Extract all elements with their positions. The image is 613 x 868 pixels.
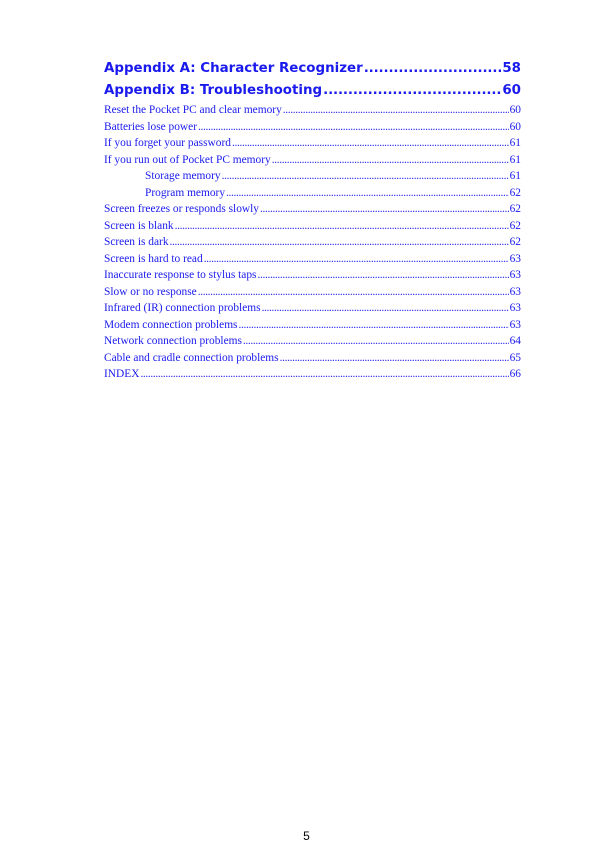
toc-item-label[interactable]: Screen freezes or responds slowly [104,203,259,215]
toc-item-network[interactable] [104,333,521,350]
toc-item-label[interactable]: Slow or no response [104,285,197,298]
toc-item-slow-response[interactable] [104,284,521,301]
toc-item-label[interactable]: Network connection problems [104,335,242,347]
toc-item-program-memory[interactable] [104,185,521,202]
toc-item-batteries[interactable] [104,119,521,136]
toc-page-number[interactable]: 65 [509,351,521,364]
toc-item-screen-blank[interactable] [104,218,521,235]
toc-item-label[interactable]: Modem connection problems [104,318,238,331]
dot-leader [272,152,509,169]
toc-page-number[interactable]: 62 [509,236,521,248]
toc-item-memory[interactable] [104,152,521,169]
toc-page-number[interactable]: 64 [509,335,521,347]
toc-item-index[interactable] [104,366,521,383]
dot-leader [239,317,509,334]
dot-leader [140,366,508,383]
toc-page-number[interactable]: 61 [509,153,521,166]
toc-item-label[interactable]: If you forget your password [104,137,231,149]
toc-item-label[interactable]: INDEX [104,368,140,380]
toc-page-number[interactable]: 63 [509,318,521,331]
dot-leader [323,80,501,102]
toc-item-screen-freezes[interactable] [104,201,521,218]
toc-page-number[interactable]: 60 [509,104,521,116]
toc-item-screen-dark[interactable] [104,234,521,251]
toc-item-label[interactable]: If you run out of Pocket PC memory [104,153,271,166]
toc-page-number[interactable]: 61 [509,137,521,149]
toc-heading-label[interactable]: Appendix B: Troubleshooting [104,83,323,98]
dot-leader [170,234,509,251]
toc-page-number[interactable]: 61 [509,170,521,182]
toc-item-label[interactable]: Infrared (IR) connection problems [104,302,261,314]
toc-page-number[interactable]: 63 [509,302,521,314]
toc-page-number[interactable]: 66 [509,368,521,380]
dot-leader [204,251,509,268]
toc-page-number[interactable]: 62 [509,203,521,215]
toc-heading-label[interactable]: Appendix A: Character Recognizer [104,61,363,76]
toc-item-password[interactable] [104,135,521,152]
dot-leader [262,300,509,317]
dot-leader [198,284,509,301]
dot-leader [175,218,509,235]
dot-leader [364,58,502,80]
toc-page-number[interactable]: 63 [509,285,521,298]
table-of-contents [104,58,521,383]
toc-item-cable-cradle[interactable] [104,350,521,367]
toc-item-storage-memory[interactable] [104,168,521,185]
toc-item-label[interactable]: Cable and cradle connection problems [104,351,279,364]
toc-heading-appendix-b[interactable] [104,80,521,102]
toc-page-number[interactable]: 63 [509,252,521,265]
page-number: 5 [303,829,310,843]
toc-page-number[interactable]: 58 [502,61,521,76]
toc-item-label[interactable]: Storage memory [145,170,221,182]
toc-item-label[interactable]: Inaccurate response to stylus taps [104,269,257,281]
toc-page-number[interactable]: 60 [509,120,521,133]
toc-page-number[interactable]: 62 [509,186,521,199]
toc-page-number[interactable]: 63 [509,269,521,281]
toc-item-label[interactable]: Screen is hard to read [104,252,203,265]
dot-leader [226,185,509,202]
toc-page-number[interactable]: 62 [509,219,521,232]
toc-page-number[interactable]: 60 [502,83,521,98]
toc-item-label[interactable]: Reset the Pocket PC and clear memory [104,104,282,116]
toc-item-reset[interactable] [104,102,521,119]
dot-leader [232,135,509,152]
toc-item-label[interactable]: Batteries lose power [104,120,197,133]
dot-leader [260,201,509,218]
toc-item-label[interactable]: Screen is blank [104,219,174,232]
dot-leader [222,168,509,185]
dot-leader [257,267,508,284]
toc-item-label[interactable]: Screen is dark [104,236,169,248]
toc-item-screen-hard-to-read[interactable] [104,251,521,268]
dot-leader [198,119,509,136]
toc-item-modem[interactable] [104,317,521,334]
toc-heading-appendix-a[interactable] [104,58,521,80]
toc-item-infrared[interactable] [104,300,521,317]
dot-leader [280,350,509,367]
toc-item-stylus-taps[interactable] [104,267,521,284]
dot-leader [283,102,509,119]
dot-leader [243,333,509,350]
toc-item-label[interactable]: Program memory [145,186,226,199]
